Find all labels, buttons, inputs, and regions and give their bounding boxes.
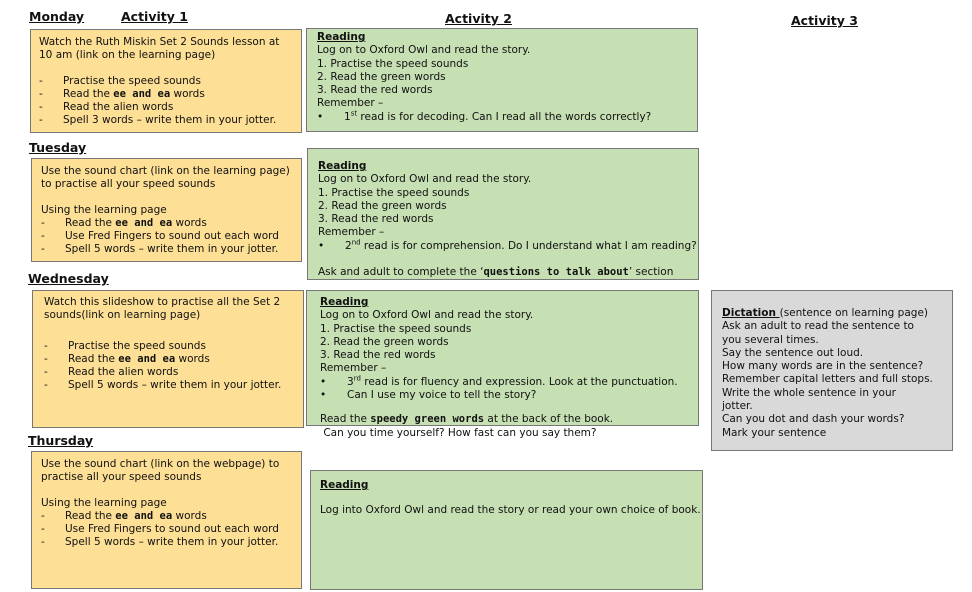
tuesday-a2-line-1: Log on to Oxford Owl and read the story. (318, 173, 532, 186)
thursday-a1-item-1: - Read the ee and ea words (41, 510, 297, 523)
thursday-a1-item-3: - Spell 5 words – write them in your jotter. (41, 536, 297, 549)
tuesday-a2-ask-line: Ask and adult to complete the ‘questions to talk about’ section (318, 266, 674, 279)
monday-a1-item-2: - Read the ee and ea words (39, 88, 297, 101)
tuesday-a2-bullet-1: • 2nd read is for comprehension. Do I understand what I am reading? (318, 240, 694, 253)
thursday-a2-line-1: Log into Oxford Owl and read the story or read your own choice of book. (320, 504, 701, 517)
wednesday-a2-line-4: 3. Read the red words (320, 349, 436, 362)
monday-a1-item-3: - Read the alien words (39, 101, 297, 114)
wednesday-a3-line-1: Ask an adult to read the sentence to you several times. (722, 320, 914, 346)
wednesday-a2-time-line: Can you time yourself? How fast can you say them? (320, 426, 597, 439)
wednesday-a3-line-7: Mark your sentence (722, 426, 827, 439)
tuesday-a2-line-4: 3. Read the red words (318, 213, 434, 226)
monday-activity-2-box (306, 28, 698, 132)
wednesday-activity-1-box (32, 290, 304, 428)
wednesday-a2-line-1: Log on to Oxford Owl and read the story. (320, 309, 534, 322)
wednesday-a3-title-line: Dictation (sentence on learning page) (722, 307, 929, 319)
tuesday-activity-1-box (31, 158, 302, 262)
day-heading-tuesday: Tuesday (29, 140, 87, 155)
monday-a2-line-2: 1. Practise the speed sounds (317, 57, 469, 70)
monday-a2-line-1: Log on to Oxford Owl and read the story. (317, 44, 531, 57)
thursday-a1-intro: Use the sound chart (link on the webpage) to practise all your speed sounds (41, 458, 280, 484)
monday-a1-item-1: - Practise the speed sounds (39, 75, 297, 88)
wednesday-activity-2-box (306, 290, 699, 439)
wednesday-a2-line-3: 2. Read the green words (320, 335, 449, 348)
tuesday-a2-line-5: Remember – (318, 226, 385, 239)
monday-a2-line-4: 3. Read the red words (317, 84, 433, 97)
wednesday-activity-3-box (711, 290, 953, 451)
day-heading-monday: Monday (29, 9, 85, 24)
wednesday-a3-line-3: How many words are in the sentence? (722, 360, 924, 373)
tuesday-a1-item-3: - Spell 5 words – write them in your jotter. (41, 243, 297, 256)
monday-a2-bullet-1: • 1st read is for decoding. Can I read all the words correctly? (317, 111, 693, 124)
wednesday-a3-line-6: Can you dot and dash your words? (722, 413, 905, 426)
wednesday-a2-bullet-1: • 3rd read is for fluency and expression. Look at the punctuation. (320, 376, 694, 389)
monday-a1-item-4: - Spell 3 words – write them in your jotter. (39, 114, 297, 127)
tuesday-a1-item-1: - Read the ee and ea words (41, 217, 297, 230)
wednesday-a3-line-2: Say the sentence out loud. (722, 346, 864, 359)
wednesday-a2-title: Reading (320, 296, 369, 308)
monday-activity-1-box (30, 29, 302, 133)
column-heading-activity-2: Activity 2 (445, 11, 512, 26)
tuesday-a2-line-3: 2. Read the green words (318, 199, 447, 212)
wednesday-a3-line-4: Remember capital letters and full stops. (722, 373, 933, 386)
wednesday-a1-item-1: - Practise the speed sounds (44, 340, 299, 353)
wednesday-a2-speedy-line: Read the speedy green words at the back of the book. (320, 413, 614, 426)
wednesday-a1-intro: Watch this slideshow to practise all the Set 2 sounds(link on learning page) (44, 296, 281, 322)
column-heading-activity-3: Activity 3 (791, 13, 858, 28)
tuesday-a1-subheading: Using the learning page (41, 203, 167, 216)
wednesday-a3-line-5: Write the whole sentence in your jotter. (722, 386, 896, 413)
tuesday-a1-item-2: - Use Fred Fingers to sound out each word (41, 230, 297, 243)
monday-a1-intro: Watch the Ruth Miskin Set 2 Sounds lesson at 10 am (link on the learning page) (39, 36, 280, 62)
wednesday-a1-item-2: - Read the ee and ea words (44, 353, 299, 366)
monday-a2-line-5: Remember – (317, 97, 384, 110)
tuesday-a2-line-2: 1. Practise the speed sounds (318, 186, 470, 199)
day-heading-wednesday: Wednesday (28, 271, 109, 286)
thursday-a1-item-2: - Use Fred Fingers to sound out each word (41, 523, 297, 536)
day-heading-thursday: Thursday (28, 433, 94, 448)
tuesday-a1-intro: Use the sound chart (link on the learning page) to practise all your speed sounds (41, 165, 290, 191)
column-heading-activity-1: Activity 1 (121, 9, 188, 24)
monday-a2-line-3: 2. Read the green words (317, 70, 446, 83)
wednesday-a1-item-3: - Read the alien words (44, 366, 299, 379)
wednesday-a2-bullet-2: • Can I use my voice to tell the story? (320, 389, 694, 402)
wednesday-a1-item-4: - Spell 5 words – write them in your jotter. (44, 379, 299, 392)
thursday-a2-title: Reading (320, 479, 369, 491)
thursday-activity-1-box (31, 451, 302, 589)
wednesday-a2-line-5: Remember – (320, 362, 387, 375)
tuesday-a2-title: Reading (318, 160, 367, 172)
thursday-activity-2-box (310, 470, 703, 590)
tuesday-activity-2-box (307, 148, 699, 280)
wednesday-a2-line-2: 1. Practise the speed sounds (320, 322, 472, 335)
monday-a2-title: Reading (317, 31, 366, 43)
thursday-a1-subheading: Using the learning page (41, 496, 167, 509)
